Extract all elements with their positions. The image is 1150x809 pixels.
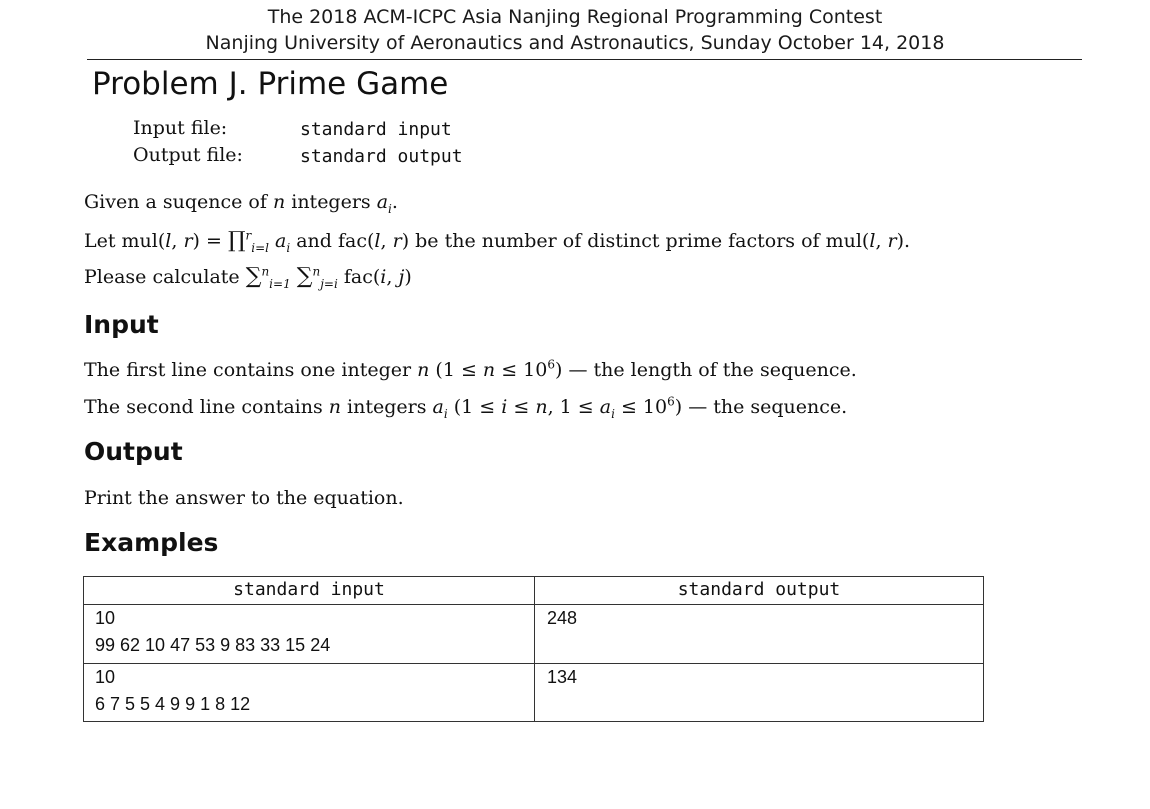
text: ) — [404, 266, 412, 288]
text: fac( — [343, 266, 381, 288]
text: and fac( — [290, 230, 375, 252]
math-var: n — [482, 359, 496, 381]
contest-header-line-1: The 2018 ACM-ICPC Asia Nanjing Regional Programming Contest — [267, 6, 883, 28]
example-output: 248 — [547, 608, 578, 628]
text: ) = — [192, 230, 228, 252]
text: integers — [285, 191, 377, 213]
output-description: Print the answer to the equation. — [84, 487, 404, 509]
text: ≤ — [507, 396, 536, 418]
input-heading: Input — [84, 310, 159, 339]
math-var: r — [887, 230, 897, 252]
text: , — [875, 230, 888, 252]
math-var: a — [432, 396, 444, 418]
text: ). — [896, 230, 911, 252]
text: integers — [341, 396, 433, 418]
math-var: i — [501, 396, 508, 418]
column-header-input: standard input — [233, 579, 385, 600]
problem-title: Problem J. Prime Game — [92, 66, 449, 102]
text: The second line contains — [84, 396, 329, 418]
math-sub: j=i — [320, 276, 338, 291]
text: ≤ 10 — [495, 359, 548, 381]
text: ) — the length of the sequence. — [555, 359, 857, 381]
math-var: l — [165, 230, 172, 252]
text: , — [171, 230, 184, 252]
statement-line-2 — [84, 228, 910, 253]
column-header-output: standard output — [677, 579, 841, 600]
math-var: l — [869, 230, 876, 252]
input-file-label: Input file: — [133, 117, 228, 139]
output-file-label: Output file: — [133, 144, 243, 166]
math-var: a — [599, 396, 612, 418]
math-sup: n — [261, 264, 270, 279]
math-sub: i — [443, 406, 448, 421]
math-var: r — [183, 230, 193, 252]
text: , — [386, 266, 399, 288]
output-file-value: standard output — [300, 146, 463, 167]
statement-line-3 — [84, 264, 412, 289]
sum-operator: ∑ — [296, 264, 313, 289]
text: Let mul( — [84, 230, 166, 252]
math-var: i — [380, 266, 387, 288]
text: Given a suqence of — [84, 191, 273, 213]
text: . — [391, 191, 398, 213]
input-file-value: standard input — [300, 119, 452, 140]
math-var: n — [417, 359, 430, 381]
math-sub: i=1 — [269, 276, 291, 291]
input-line-1 — [84, 359, 857, 381]
examples-heading: Examples — [84, 528, 219, 557]
header-rule — [87, 59, 1082, 60]
math-var: l — [374, 230, 381, 252]
example-output: 134 — [547, 667, 578, 687]
math-sub: i=l — [251, 240, 269, 255]
table-row — [84, 604, 983, 663]
text: ) be the number of distinct prime factors of mul( — [401, 230, 870, 252]
math-sub: i — [611, 406, 615, 421]
math-var: n — [328, 396, 342, 418]
text: (1 ≤ — [447, 396, 502, 418]
text: , 1 ≤ — [547, 396, 600, 418]
contest-header-line-2: Nanjing University of Aeronautics and Astronautics, Sunday October 14, 2018 — [205, 32, 945, 54]
math-sup: n — [312, 264, 321, 279]
text: ≤ 10 — [614, 396, 668, 418]
text: , — [380, 230, 393, 252]
example-input: 10 99 62 10 47 53 9 83 33 15 24 — [95, 608, 331, 655]
math-var: j — [398, 266, 405, 288]
table-row — [84, 663, 983, 722]
product-operator: ∏ — [227, 228, 246, 253]
math-sup: r — [245, 228, 252, 243]
text: The first line contains one integer — [84, 359, 418, 381]
output-heading: Output — [84, 437, 183, 466]
math-sub: i — [388, 201, 392, 216]
example-input: 10 6 7 5 5 4 9 9 1 8 12 — [95, 667, 251, 714]
text: Please calculate — [84, 266, 246, 288]
examples-table — [83, 576, 984, 722]
math-var: n — [535, 396, 548, 418]
math-sub: i — [286, 240, 291, 255]
math-var: r — [392, 230, 402, 252]
text: (1 ≤ — [429, 359, 483, 381]
exponent: 6 — [547, 357, 555, 372]
math-var: n — [272, 191, 286, 213]
math-var: a — [376, 191, 389, 213]
math-var: a — [275, 230, 287, 252]
statement-line-1 — [84, 191, 398, 216]
text: ) — the sequence. — [674, 396, 848, 418]
sum-operator: ∑ — [245, 264, 262, 289]
exponent: 6 — [667, 394, 675, 409]
input-line-2 — [84, 394, 848, 421]
